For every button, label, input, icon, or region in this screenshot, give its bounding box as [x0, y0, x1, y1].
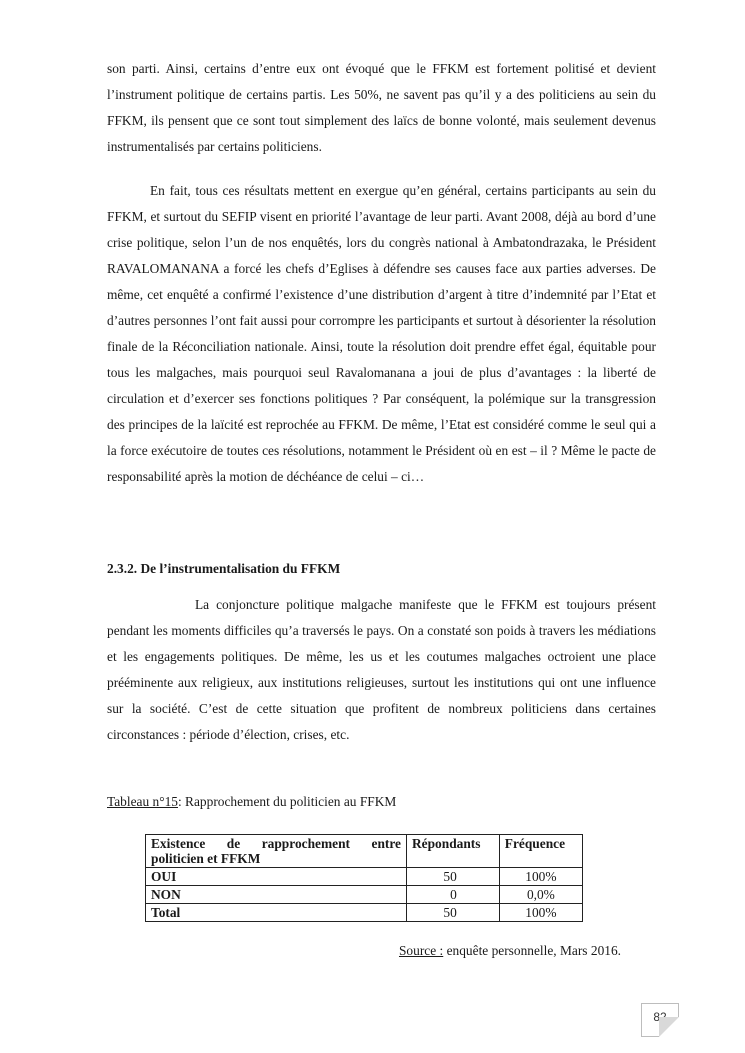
- paragraph-2: En fait, tous ces résultats mettent en exergue qu’en général, certains participants au sein du FFKM, et surtout du SEFIP visent en priorité l’avantage de leur parti. Avant 2008, déjà au bord d’une crise politique, selon l’un de nos enquêtés, lors du congrès national à Ambatondrazaka, le Président RAVALOMANANA a forcé les chefs d’Eglises à défendre ses causes face aux parties adverses. De même, cet enquêté a confirmé l’existence d’une distribution d’argent à titre d’indemnité par l’Etat et d’autres personnes l’ont fait aussi pour corrompre les participants et surtout à désorienter la résolution finale de la Réconciliation nationale. Ainsi, toute la résolution doit prendre effet égal, équitable pour tous les malgaches, mais pourquoi seul Ravalomanana a joui de plus d’avantages : la liberté de circulation et d’exercer ses fonctions politiques ? Par conséquent, la polémique sur la transgression des principes de la laïcité est reprochée au FFKM. De même, l’Etat est considéré comme le seul qui a la force exécutoire de toutes ces résolutions, notamment le Président où en est – il ? Même le pacte de responsabilité après la motion de déchéance de celui – ci…: [107, 183, 656, 484]
- paragraph-3: La conjoncture politique malgache manifeste que le FFKM est toujours présent pendant les moments difficiles qu’a traversés le pays. On a constaté son poids à travers les médiations et les engagements politiques. De même, les us et les coutumes malgaches octroient une place prééminente aux religieux, aux institutions religieuses, surtout les institutions qui ont une influence sur la société. C’est de cette situation que profitent de nombreux politiciens dans certaines circonstances : période d’élection, crises, etc.: [107, 597, 656, 742]
- row-label-total: Total: [146, 904, 407, 922]
- page-number-text: 82: [653, 1010, 667, 1024]
- row-respondents-non: 0: [407, 886, 500, 904]
- table-header-respondents: Répondants: [407, 835, 500, 868]
- table-caption: [107, 789, 396, 815]
- page-number: [641, 1003, 679, 1037]
- row-label-oui: OUI: [146, 868, 407, 886]
- source-label: Source :: [398, 943, 444, 958]
- row-respondents-oui: 50: [407, 868, 500, 886]
- section-heading: 2.3.2. De l’instrumentalisation du FFKM: [107, 561, 341, 576]
- row-frequency-oui: 100%: [499, 868, 582, 886]
- row-label-non: NON: [146, 886, 407, 904]
- page-curl-icon: [659, 1017, 679, 1037]
- table-header-row: [146, 835, 583, 868]
- source-note: [399, 938, 621, 964]
- row-frequency-non: 0,0%: [499, 886, 582, 904]
- table-caption-label: Tableau n°15: [107, 794, 178, 809]
- row-respondents-total: 50: [407, 904, 500, 922]
- source-text: enquête personnelle, Mars 2016.: [443, 943, 621, 958]
- table-header-existence: Existence de rapprochement entre politicien et FFKM: [146, 835, 407, 868]
- rapprochement-table: [145, 834, 583, 922]
- table-row: [146, 886, 583, 904]
- table-row: [146, 868, 583, 886]
- row-frequency-total: 100%: [499, 904, 582, 922]
- table-caption-text: : Rapprochement du politicien au FFKM: [177, 794, 397, 809]
- table-row: [146, 904, 583, 922]
- paragraph-1: son parti. Ainsi, certains d’entre eux ont évoqué que le FFKM est fortement politisé et devient l’instrument politique de certains partis. Les 50%, ne savent pas qu’il y a des politiciens au sein du FFKM, ils pensent que ce sont tout simplement des laïcs de bonne volonté, mais seulement devenus instrumentalisés par certains politiciens.: [107, 61, 656, 154]
- table-header-frequency: Fréquence: [499, 835, 582, 868]
